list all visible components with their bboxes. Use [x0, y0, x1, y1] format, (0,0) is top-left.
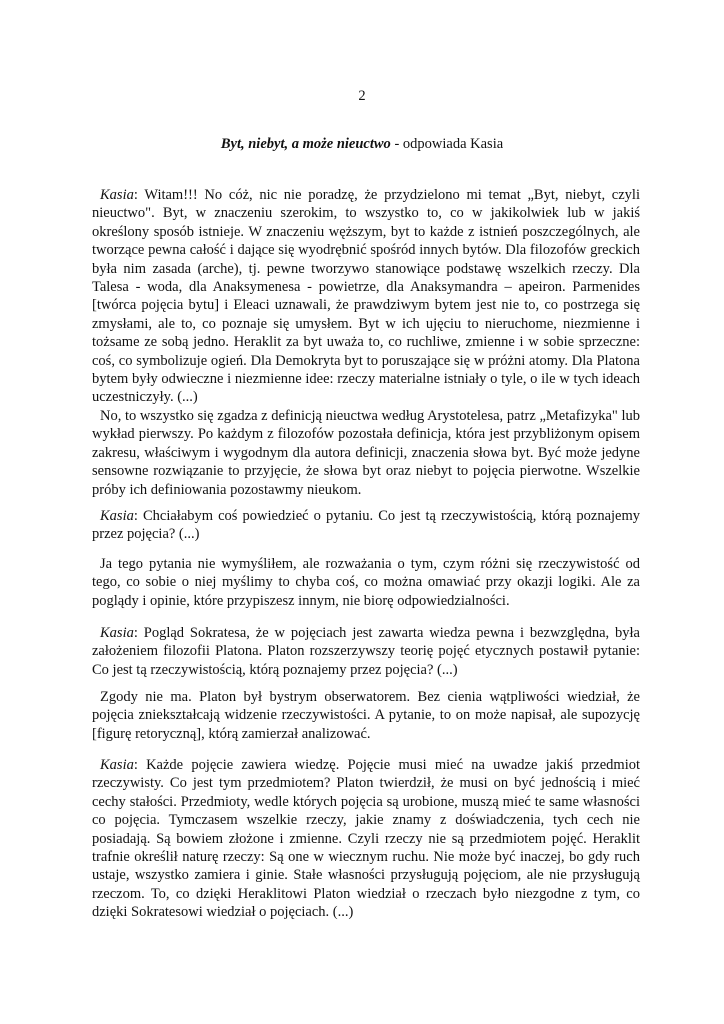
paragraph-text: : Witam!!! No cóż, nic nie poradzę, że przydzielono mi temat „Byt, niebyt, czyli nieuctwo". Byt, w znaczeniu szerokim, to wszystko to, co w jakikolwiek lub w jakiś określony sposób istnieje. W znaczeniu węższym, byt to każde z istnień poszczególnych, ale tworzące pewna całość i dające się wyodrębnić spośród innych bytów. Dla filozofów greckich była nim zasada (arche), tj. pewne tworzywo stanowiące podstawę wszelkich rzeczy. Dla Talesa - woda, dla Anaksymenesa - powietrze, dla Anaksymandra – apeiron. Parmenides [twórca pojęcia bytu] i Eleaci uznawali, że prawdziwym bytem jest nie to, co postrzega się zmysłami, ale to, co poznaje się umysłem. Byt w ich ujęciu to nieruchome, niezmienne i tożsame ze sobą jedno. Heraklit za byt uważa to, co ruchliwe, zmienne i w sobie sprzeczne: coś, co symbolizuje ogień. Dla Demokryta byt to poruszające się w próżni atomy. Dla Platona bytem były odwieczne i niezmienne idee: rzeczy materialne istniały o tyle, o ile w tych ideach uczestniczyły. (...) — [92, 187, 640, 406]
paragraph-response-1 — [92, 407, 640, 499]
paragraph-text: Zgody nie ma. Platon był bystrym obserwatorem. Bez cienia wątpliwości wiedział, że pojęcia zniekształcają widzenie rzeczywistości. A pytanie, to on może napisał, ale supozycję [figurę retoryczną], którą zamierzał analizować. — [92, 689, 640, 742]
paragraph-text: : Każde pojęcie zawiera wiedzę. Pojęcie musi mieć na uwadze jakiś przedmiot rzeczywisty. Co jest tym przedmiotem? Platon twierdził, że musi on być jednością i mieć cechy stałości. Przedmioty, wedle których pojęcia są urobione, muszą mieć te same własności co pojęcia. Tymczasem wszelkie rzeczy, jakie znamy z doświadczenia, tych cech nie posiadają. Są bowiem złożone i zmienne. Czyli rzeczy nie są przedmiotem pojęć. Heraklit trafnie określił naturę rzeczy: Są one w wiecznym ruchu. Nie może być inaczej, bo gdy ruch ustaje, wszystko zamiera i ginie. Stałe własności przysługują pojęciom, ale nie przysługują rzeczom. To, co dzięki Heraklitowi Platon wiedział o rzeczach było niezgodne z tym, co dzięki Sokratesowi wiedział o pojęciach. (...) — [92, 757, 640, 921]
paragraph-kasia-2 — [92, 507, 640, 544]
paragraph-text: No, to wszystko się zgadza z definicją nieuctwa według Arystotelesa, patrz „Metafizyka" lub wykład pierwszy. Po każdym z filozofów pozostała definicja, która jest przybliżonym opisem zakresu, właściwym i wygodnym dla autora definicji, znaczenia słowa byt. Być może jedyne sensowne rozwiązanie to przyjęcie, że słowa byt oraz niebyt to pojęcia pierwotne. Wszelkie próby ich definiowania pozostawmy nieukom. — [92, 408, 640, 498]
article-title — [0, 136, 724, 153]
speaker-name: Kasia — [100, 757, 134, 773]
paragraph-response-2 — [92, 555, 640, 610]
paragraph-text: : Pogląd Sokratesa, że w pojęciach jest zawarta wiedza pewna i bezwzględna, była założeniem filozofii Platona. Platon rozszerzywszy teorię pojęć etycznych postawił pytanie: Co jest tą rzeczywistością, którą poznajemy przez pojęcia? (...) — [92, 625, 640, 678]
paragraph-kasia-3 — [92, 624, 640, 679]
speaker-name: Kasia — [100, 187, 134, 203]
paragraph-text: : Chciałabym coś powiedzieć o pytaniu. Co jest tą rzeczywistością, którą poznajemy przez pojęcia? (...) — [92, 508, 640, 543]
paragraph-response-3 — [92, 688, 640, 743]
article-title-main: Byt, niebyt, a może nieuctwo — [220, 136, 391, 152]
speaker-name: Kasia — [100, 508, 134, 524]
paragraph-text: Ja tego pytania nie wymyśliłem, ale rozważania o tym, czym różni się rzeczywistość od tego, co sobie o niej myślimy to chyba coś, co można omawiać przy okazji logiki. Ale za poglądy i opinie, które przypiszesz innym, nie biorę odpowiedzialności. — [92, 556, 640, 609]
paragraph-kasia-1 — [92, 186, 640, 407]
page-number: 2 — [358, 88, 366, 104]
paragraph-kasia-4 — [92, 756, 640, 922]
speaker-name: Kasia — [100, 625, 134, 641]
article-title-suffix: - odpowiada Kasia — [390, 136, 504, 152]
